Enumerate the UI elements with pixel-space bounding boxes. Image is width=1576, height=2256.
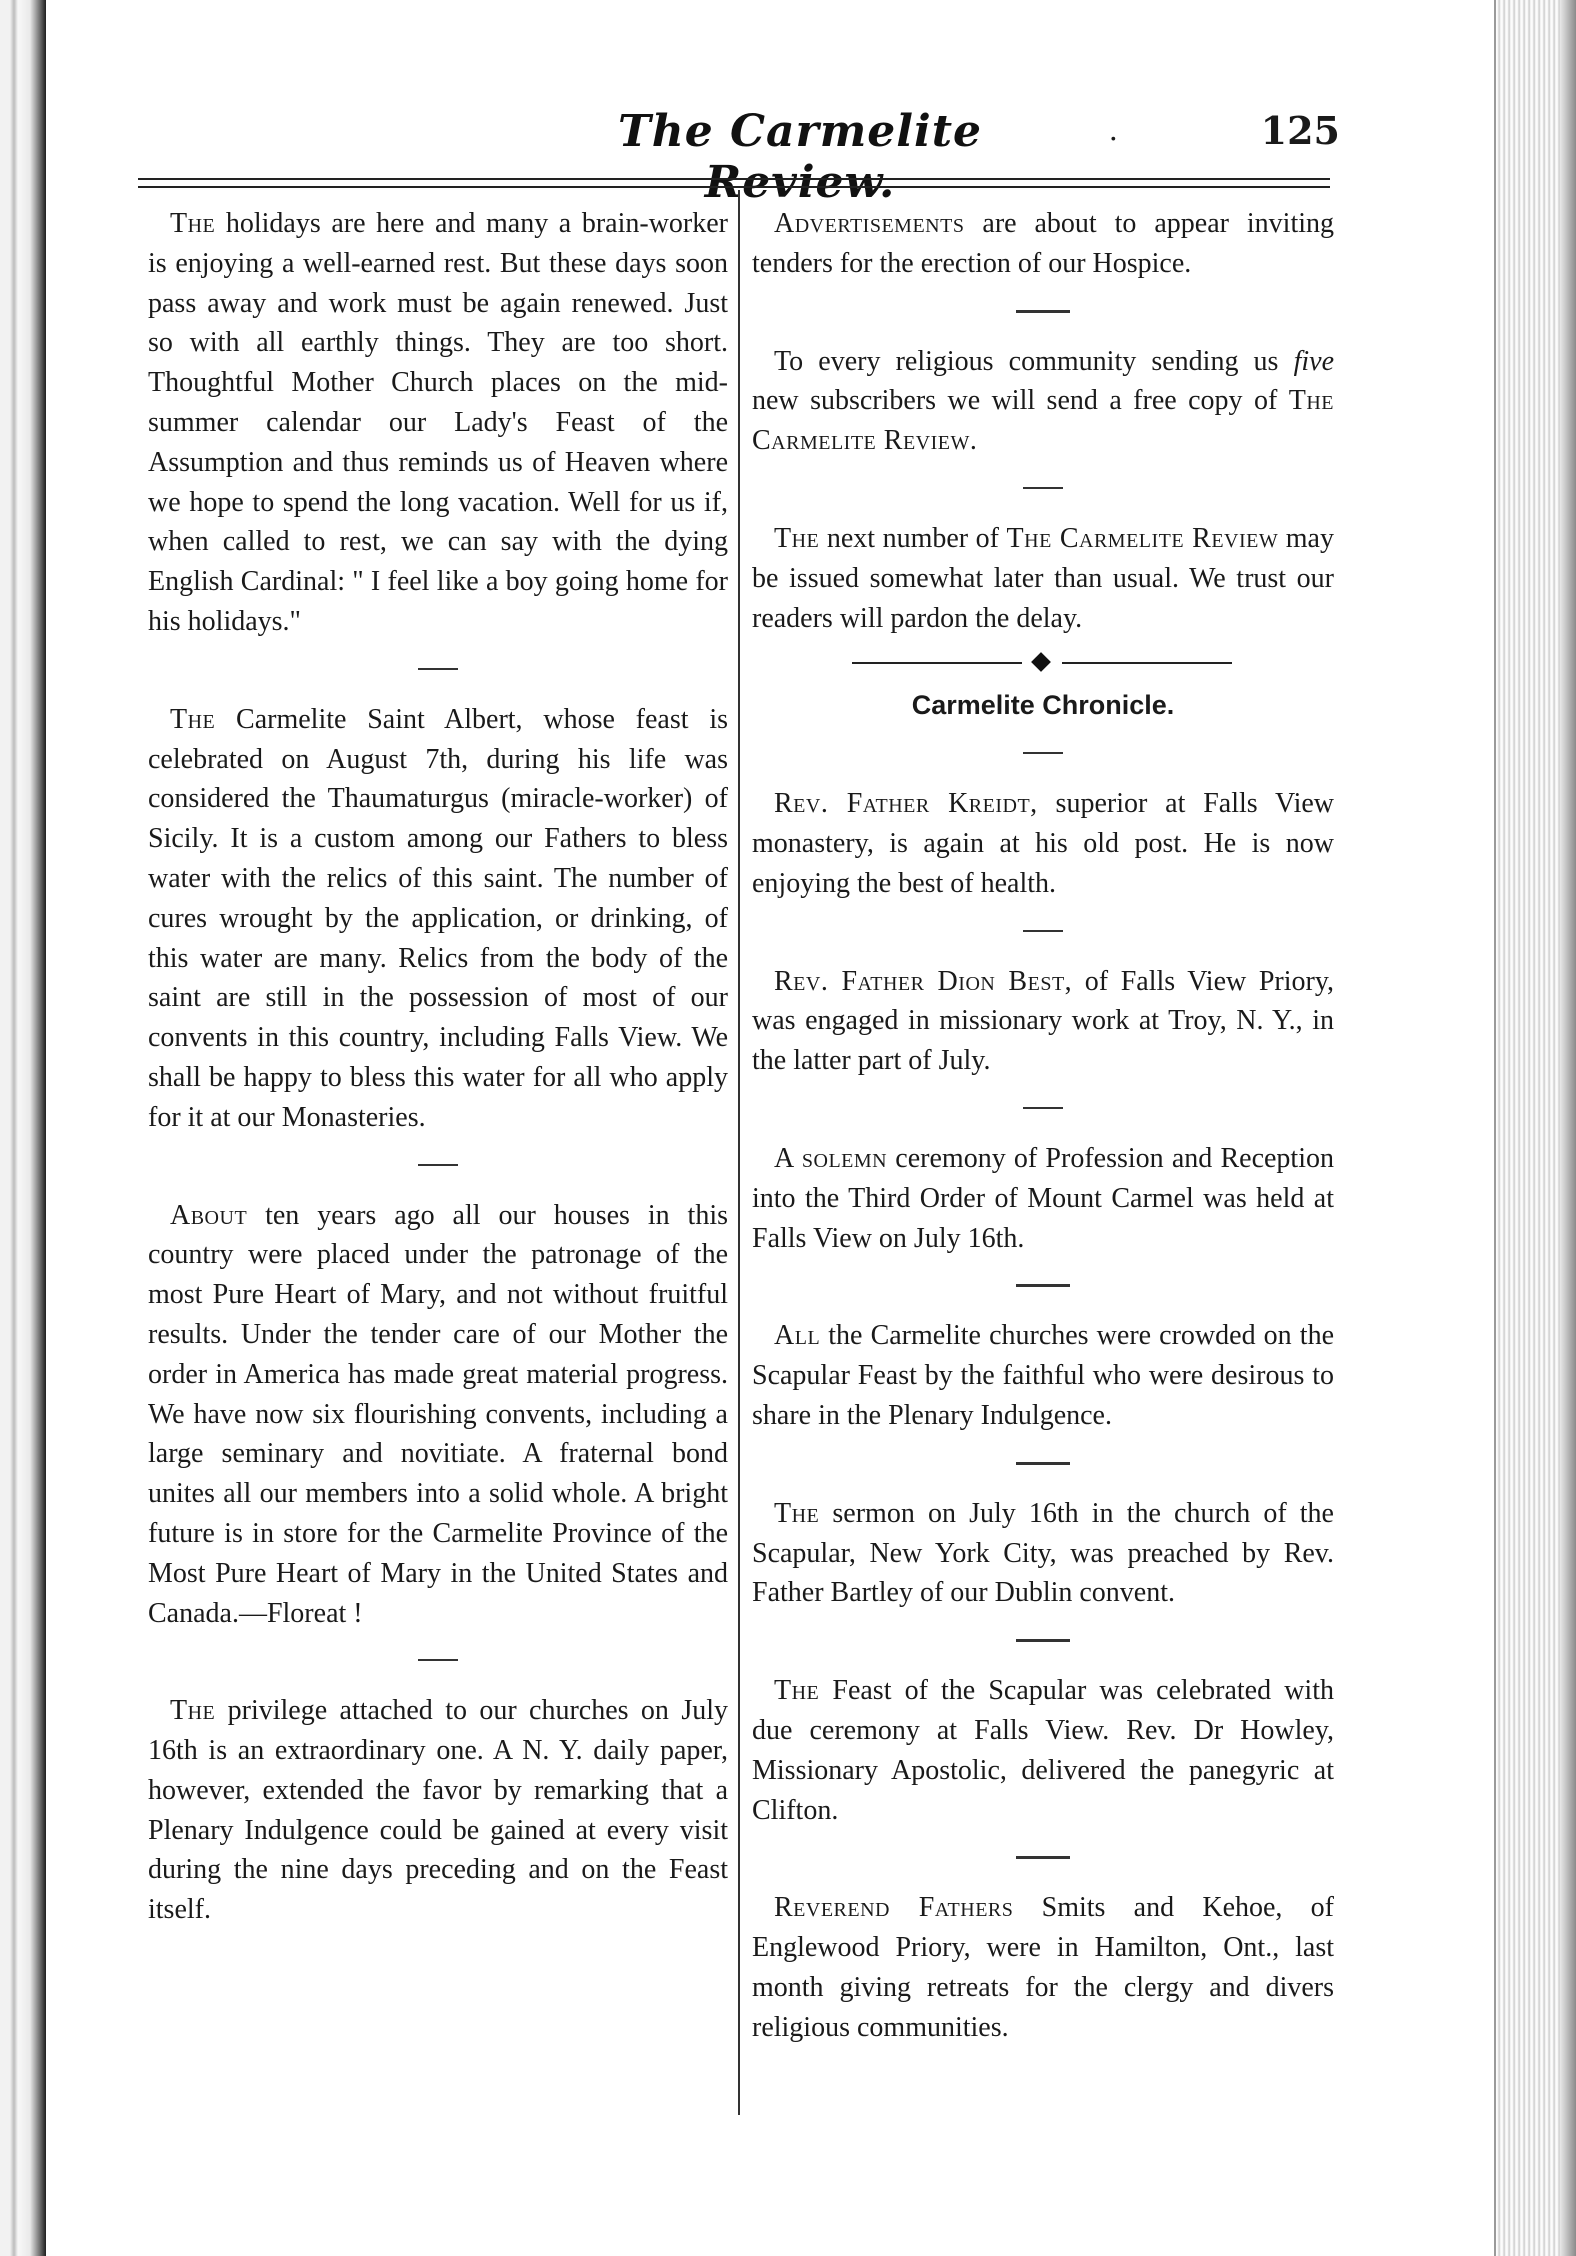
paragraph-text: may be issued somewhat later than usual. We trust our readers will pardon the delay. (752, 522, 1334, 634)
paragraph-text: are about to appear inviting tenders for the erection of our Hospice. (752, 208, 1334, 279)
separator-rule (752, 461, 1334, 519)
chronicle-item (752, 1316, 1334, 1435)
chronicle-item (752, 1888, 1334, 2047)
separator-rule (752, 1613, 1334, 1671)
paragraph-holidays (148, 204, 728, 642)
paragraph-text: Carmelite Saint Albert, whose feast is celebrated on August 7th, during his life was considered the Thaumaturgus (miracle-worker) of Sicily. It is a custom among our Fathers to bless water with the relics of this saint. The number of cures wrought by the application, or drinking, of this water are many. Relics from the body of the saint are still in the possession of most of our convents in this country, including Falls View. We shall be happy to bless this water for all who apply for it at our Monasteries. (148, 703, 728, 1133)
paragraph-text: To every religious community sending us (774, 345, 1294, 377)
page-edges (1494, 0, 1576, 2256)
paragraph-text: ten years ago all our houses in this country were placed under the patronage of the most Pure Heart of Mary, and not without fruitful results. Under the tender care of our Mother the order in America has made great material progress. We have now six flourishing convents, including a large seminary and novitiate. A fraternal bond unites all our members into a solid whole. A bright future is in store for the Carmelite Province of the Most Pure Heart of Mary in the United States and Canada.—Floreat ! (148, 1199, 728, 1629)
lead-word: About (170, 1199, 248, 1231)
chronicle-item (752, 1139, 1334, 1258)
chronicle-item (752, 1671, 1334, 1830)
left-column (148, 204, 728, 1930)
lead-word: The (774, 1675, 820, 1707)
paragraph-privilege (148, 1691, 728, 1930)
italic-word: five (1293, 345, 1334, 377)
lead-word: All (774, 1320, 821, 1352)
paragraph-text: ceremony of Profession and Reception into the Third Order of Mount Carmel was held at Falls View on July 16th. (752, 1142, 1334, 1254)
paragraph-text: of Falls View Priory, was engaged in missionary work at Troy, N. Y., in the latter part of July. (752, 965, 1335, 1077)
paragraph-text: holidays are here and many a brain-worker is enjoying a well-earned rest. But these days soon pass away and work must be again renewed. Just so with all earthly things. They are too short. Thoughtful Mother Church places on the mid-summer calendar our Lady's Feast of the Assumption and thus reminds us of Heaven where we hope to spend the long vacation. Well for us if, when called to rest, we can say with the dying English Cardinal: " I feel like a boy going home for his holidays." (148, 208, 728, 637)
separator-rule (752, 1436, 1334, 1494)
chronicle-item (752, 962, 1334, 1081)
lead-word: Reverend Fathers (774, 1892, 1014, 1924)
paragraph-pure-heart (148, 1196, 728, 1634)
lead-word: The (170, 703, 216, 735)
lead-word: The (774, 522, 820, 554)
separator-rule (752, 284, 1334, 342)
paragraph-text: sermon on July 16th in the church of the Scapular, New York City, was preached by Rev. Father Bartley of our Dublin convent. (752, 1497, 1334, 1609)
separator-rule (148, 1138, 728, 1196)
paragraph-text: privilege attached to our churches on July 16th is an extraordinary one. A N. Y. daily paper, however, extended the favor by remarking that a Plenary Indulgence could be gained at every visit during the nine days preceding and on the Feast itself. (148, 1695, 728, 1926)
header-rule (138, 178, 1330, 180)
separator-rule (752, 1081, 1334, 1139)
paragraph-next-number (752, 519, 1334, 638)
paragraph-subscribers (752, 342, 1334, 461)
section-title: Carmelite Chronicle. (911, 690, 1175, 721)
paragraph-advertisements (752, 204, 1334, 284)
right-column (752, 204, 1334, 2048)
separator-rule (752, 726, 1334, 784)
book-spine-shadow (0, 0, 46, 2256)
separator-rule (752, 1830, 1334, 1888)
paragraph-text: the Carmelite churches were crowded on the Scapular Feast by the faithful who were desirous to share in the Plenary Indulgence. (752, 1320, 1334, 1431)
paragraph-text: Smits and Kehoe, of Englewood Priory, were in Hamilton, Ont., last month giving retreats for the clergy and divers religious communities. (752, 1892, 1335, 2043)
chronicle-item (752, 1494, 1334, 1613)
journal-name: The Carmelite Review (1006, 522, 1279, 554)
lead-word: The (170, 1695, 216, 1727)
separator-rule (752, 1258, 1334, 1316)
page-number: 125 (1260, 108, 1340, 153)
head-dot: · (1108, 120, 1119, 156)
ornamental-rule (752, 648, 1334, 678)
lead-word: Rev. Father Dion Best, (774, 965, 1073, 997)
lead-word: A solemn (774, 1142, 888, 1174)
paragraph-text: next number of (819, 522, 1007, 554)
separator-rule (148, 642, 728, 700)
running-head (140, 100, 1340, 208)
column-divider (738, 190, 740, 2115)
chronicle-item (752, 784, 1334, 903)
paragraph-saint-albert (148, 700, 728, 1138)
paragraph-text: Feast of the Scapular was celebrated with due ceremony at Falls View. Rev. Dr Howley, Missionary Apostolic, delivered the panegyric at Clifton. (752, 1675, 1334, 1826)
journal-name: The Carmelite Review. (752, 385, 1334, 457)
lead-word: The (774, 1497, 820, 1529)
paragraph-text: new subscribers we will send a free copy of (752, 385, 1289, 417)
lead-word: The (170, 208, 216, 239)
paragraph-text: superior at Falls View monastery, is again at his old post. He is now enjoying the best of health. (752, 788, 1335, 899)
separator-rule (752, 904, 1334, 962)
header-rule-second (138, 186, 1330, 188)
separator-rule (148, 1633, 728, 1691)
journal-title: The Carmelite Review. (617, 106, 983, 208)
lead-word: Rev. Father Kreidt, (774, 788, 1038, 820)
lead-word: Advertisements (774, 208, 965, 239)
